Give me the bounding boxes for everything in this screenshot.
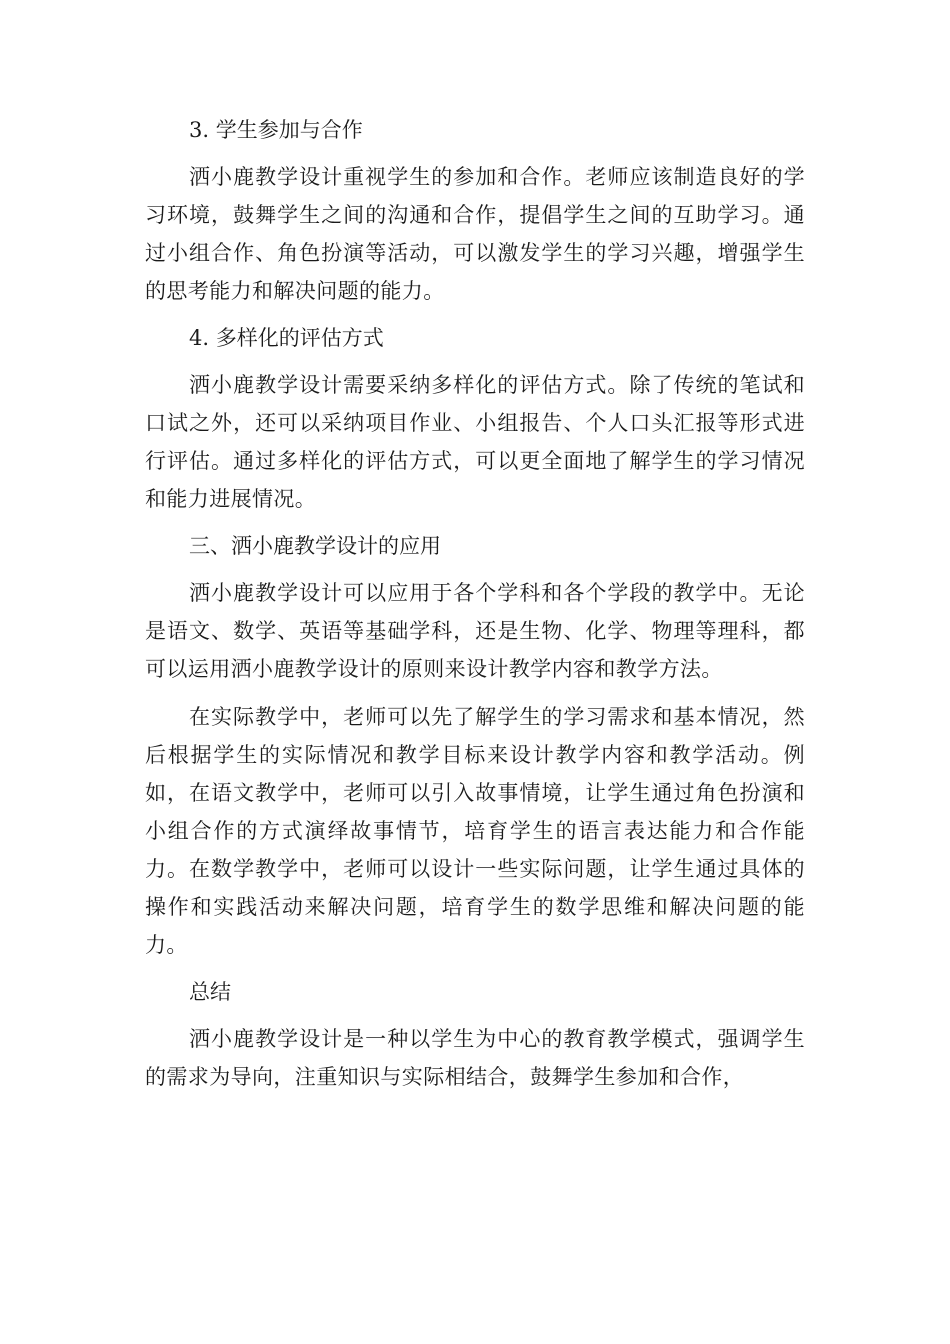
section-summary	[145, 974, 805, 1096]
section-student-participation	[145, 112, 805, 310]
section-heading: 总结	[189, 980, 231, 1004]
section-heading: 三、洒小鹿教学设计的应用	[189, 534, 441, 558]
paragraph: 洒小鹿教学设计需要采纳多样化的评估方式。除了传统的笔试和口试之外，还可以采纳项目作业、小组报告、个人口头汇报等形式进行评估。通过多样化的评估方式，可以更全面地了解学生的学习情况和能力进展情况。	[145, 373, 805, 511]
section-diverse-assessment	[145, 320, 805, 518]
paragraph: 洒小鹿教学设计重视学生的参加和合作。老师应该制造良好的学习环境，鼓舞学生之间的沟通和合作，提倡学生之间的互助学习。通过小组合作、角色扮演等活动，可以激发学生的学习兴趣，增强学生的思考能力和解决问题的能力。	[145, 165, 805, 303]
document-page	[145, 112, 805, 1106]
paragraph: 在实际教学中，老师可以先了解学生的学习需求和基本情况，然后根据学生的实际情况和教学目标来设计教学内容和教学活动。例如，在语文教学中，老师可以引入故事情境，让学生通过角色扮演和小组合作的方式演绎故事情节，培育学生的语言表达能力和合作能力。在数学教学中，老师可以设计一些实际问题，让学生通过具体的操作和实践活动来解决问题，培育学生的数学思维和解决问题的能力。	[145, 705, 805, 957]
section-application	[145, 528, 805, 964]
section-heading: 4. 多样化的评估方式	[189, 326, 384, 350]
paragraph: 洒小鹿教学设计可以应用于各个学科和各个学段的教学中。无论是语文、数学、英语等基础学科，还是生物、化学、物理等理科，都可以运用洒小鹿教学设计的原则来设计教学内容和教学方法。	[145, 581, 805, 681]
section-heading: 3. 学生参加与合作	[189, 118, 363, 142]
paragraph: 洒小鹿教学设计是一种以学生为中心的教育教学模式，强调学生的需求为导向，注重知识与实际相结合，鼓舞学生参加和合作，	[145, 1027, 805, 1089]
